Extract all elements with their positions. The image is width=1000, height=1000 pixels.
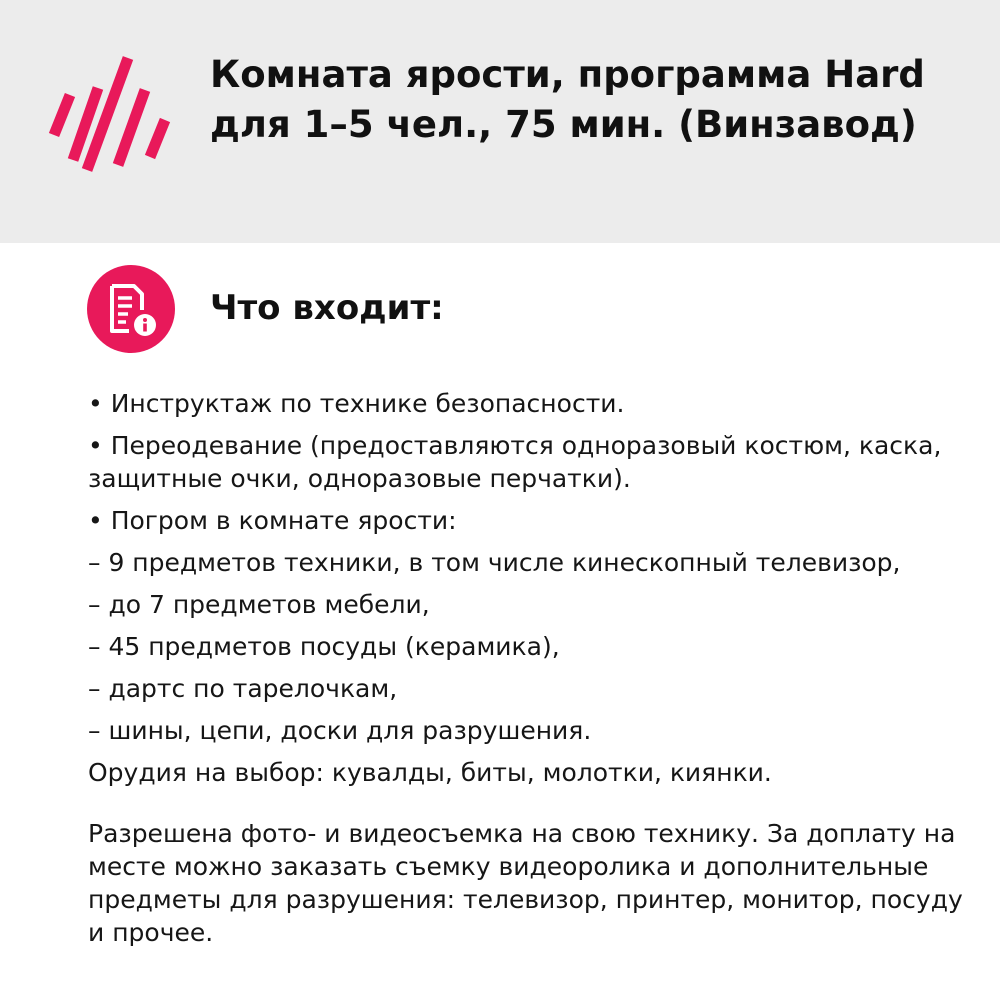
document-info-icon [87, 265, 175, 353]
page-title: Комната ярости, программа Hard для 1–5 чел., 75 мин. (Винзавод) [210, 53, 925, 146]
list-item: – 9 предметов техники, в том числе кинескопный телевизор, [88, 548, 901, 577]
brand-logo-stripes-icon [40, 50, 180, 175]
additional-note: Разрешена фото- и видеосъемка на свою технику. За доплату на месте можно заказать съемку видеоролика и дополнительные предметы для разрушения: телевизор, принтер, монитор, посуду и прочее. [88, 819, 963, 947]
list-item: • Переодевание (предоставляются одноразовый костюм, каска, защитные очки, одноразовые перчатки). [88, 431, 942, 493]
list-item: – до 7 предметов мебели, [88, 590, 430, 619]
list-item: – дартс по тарелочкам, [88, 674, 398, 703]
section-heading: Что входит: [210, 288, 444, 328]
included-list [88, 387, 968, 949]
list-item: • Погром в комнате ярости: [88, 506, 457, 535]
list-item: – 45 предметов посуды (керамика), [88, 632, 560, 661]
list-item: – шины, цепи, доски для разрушения. [88, 716, 592, 745]
list-item: Орудия на выбор: кувалды, биты, молотки, киянки. [88, 758, 772, 787]
list-item: • Инструктаж по технике безопасности. [88, 389, 625, 418]
header-banner [0, 0, 1000, 243]
